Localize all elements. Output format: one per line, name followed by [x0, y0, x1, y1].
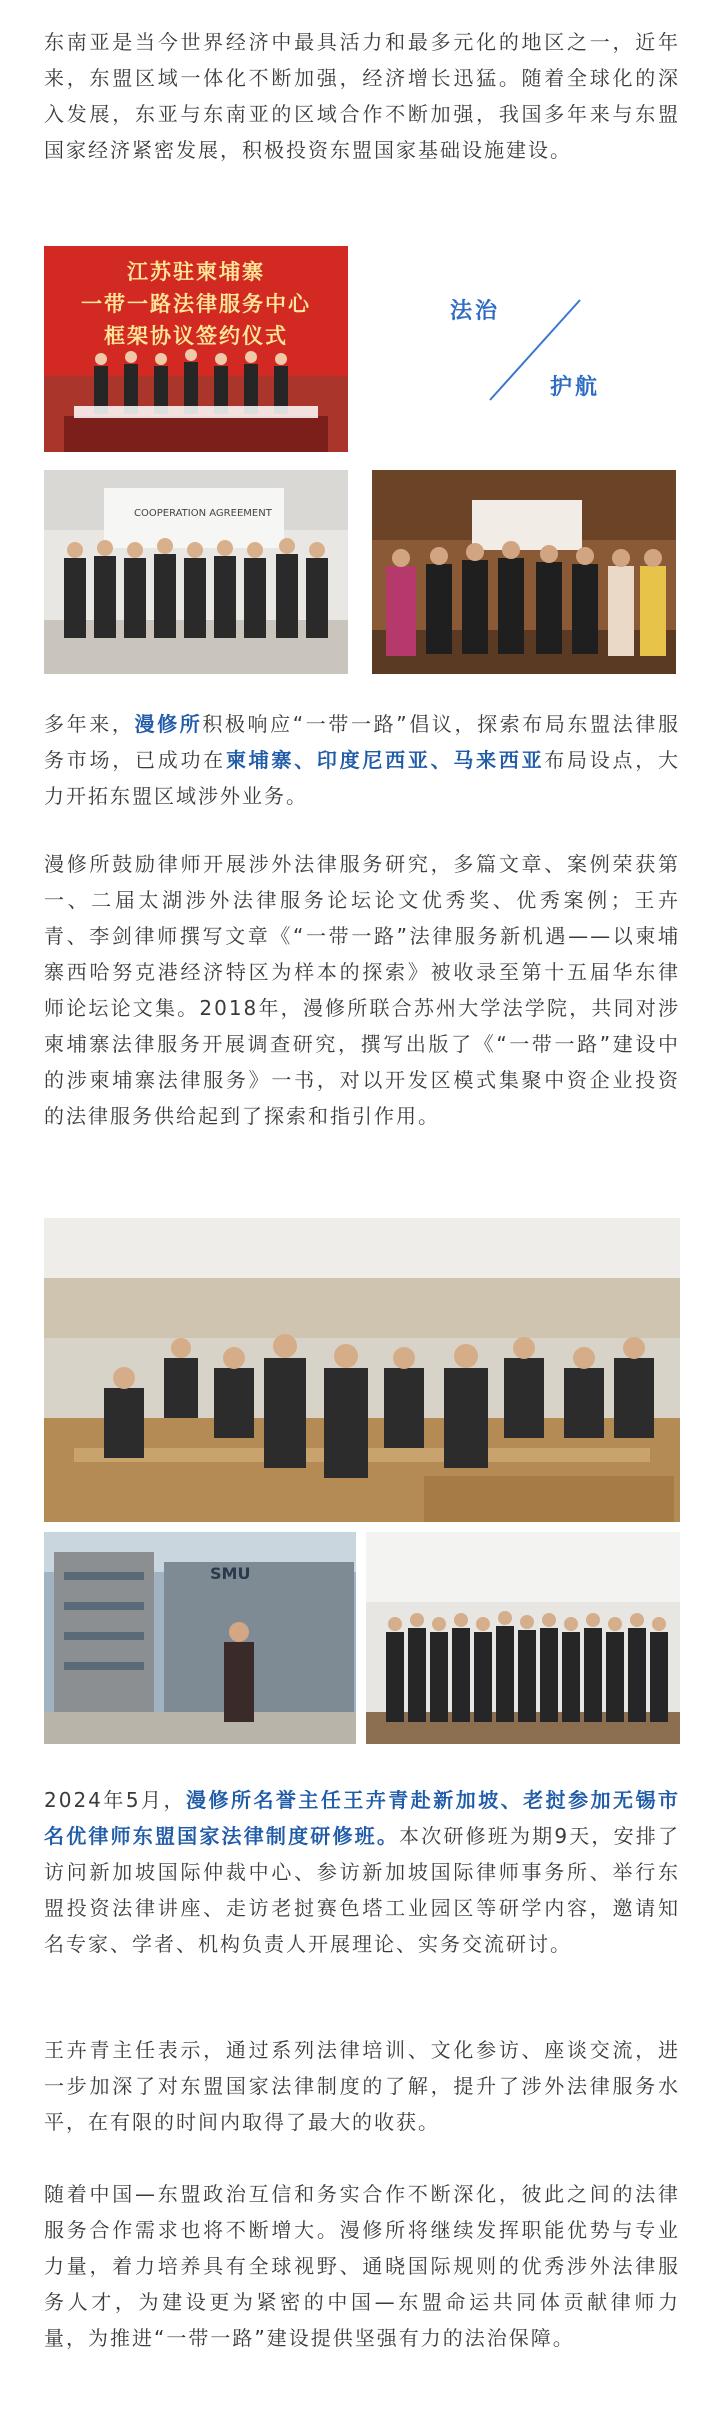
p2-text-a: 多年来， [44, 712, 135, 736]
layout-paragraph [44, 706, 680, 814]
banner-line-1: 江苏驻柬埔寨 [127, 260, 265, 284]
director-paragraph: 王卉青主任表示，通过系列法律培训、文化参访、座谈交流，进一步加深了对东盟国家法律制度的了解，提升了涉外法律服务水平，在有限的时间内取得了最大的收获。 [44, 2038, 680, 2134]
slogan-graphic [430, 280, 630, 430]
seminar-classroom-photo [44, 1218, 680, 1522]
banner-line-3: 框架协议签约仪式 [104, 324, 288, 348]
research-paragraph: 漫修所鼓励律师开展涉外法律服务研究，多篇文章、案例荣获第一、二届太湖涉外法律服务论坛论文优秀奖、优秀案例；王卉青、李剑律师撰写文章《“一带一路”法律服务新机遇——以柬埔寨西哈努克港经济特区为样本的探索》被收录至第十五届华东律师论坛论文集。2018年，漫修所联合苏州大学法学院，共同对涉柬埔寨法律服务开展调查研究，撰写出版了《“一带一路”建设中的涉柬埔寨法律服务》一书，对以开发区模式集聚中资企业投资的法律服务供给起到了探索和指引作用。 [44, 852, 680, 1128]
cooperation-agreement-group-photo [44, 470, 348, 674]
outlook-paragraph: 随着中国—东盟政治互信和务实合作不断深化，彼此之间的法律服务合作需求也将不断增大。漫修所将继续发挥职能优势与专业力量，着力培养具有全球视野、通晓国际规则的优秀涉外法律服务人才，为建设更为紧密的中国—东盟命运共同体贡献律师力量，为推进“一带一路”建设提供坚强有力的法治保障。 [44, 2182, 680, 2350]
countries-highlight: 柬埔寨、印度尼西亚、马来西亚 [225, 748, 545, 772]
slogan-bottom: 护航 [550, 375, 601, 400]
slogan-top: 法治 [450, 299, 501, 324]
p2-text-e: 布局设点，大力开拓东盟区域涉外业务。 [44, 748, 681, 808]
delegation-group-photo [366, 1532, 680, 1744]
smu-sign: SMU [210, 1564, 251, 1583]
training-highlight: 漫修所名誉主任王卉青赴新加坡、老挝参加无锡市名优律师东盟国家法律制度研修班。 [44, 1788, 681, 1848]
intro-paragraph: 东南亚是当今世界经济中最具活力和最多元化的地区之一，近年来，东盟区域一体化不断加强，经济增长迅猛。随着全球化的深入发展，东亚与东南亚的区域合作不断加强，我国多年来与东盟国家经济紧密发展，积极投资东盟国家基础设施建设。 [44, 30, 680, 162]
p2-text-c: 积极响应“一带一路”倡议，探索布局东盟法律服务市场，已成功在 [44, 712, 680, 772]
cooperation-sign: COOPERATION AGREEMENT [134, 508, 272, 519]
office-group-photo [372, 470, 676, 674]
signing-ceremony-photo [44, 246, 348, 452]
training-paragraph [44, 1782, 680, 1962]
smu-building-photo [44, 1532, 356, 1744]
firm-name-highlight: 漫修所 [134, 712, 203, 736]
p4-text-c: 本次研修班为期9天，安排了访问新加坡国际仲裁中心、参访新加坡国际律师事务所、举行东盟投资法律讲座、走访老挝赛色塔工业园区等研学内容，邀请知名专家、学者、机构负责人开展理论、实务交流研讨。 [44, 1824, 680, 1956]
p4-text-a: 2024年5月， [44, 1788, 187, 1812]
banner-line-2: 一带一路法律服务中心 [81, 292, 311, 316]
